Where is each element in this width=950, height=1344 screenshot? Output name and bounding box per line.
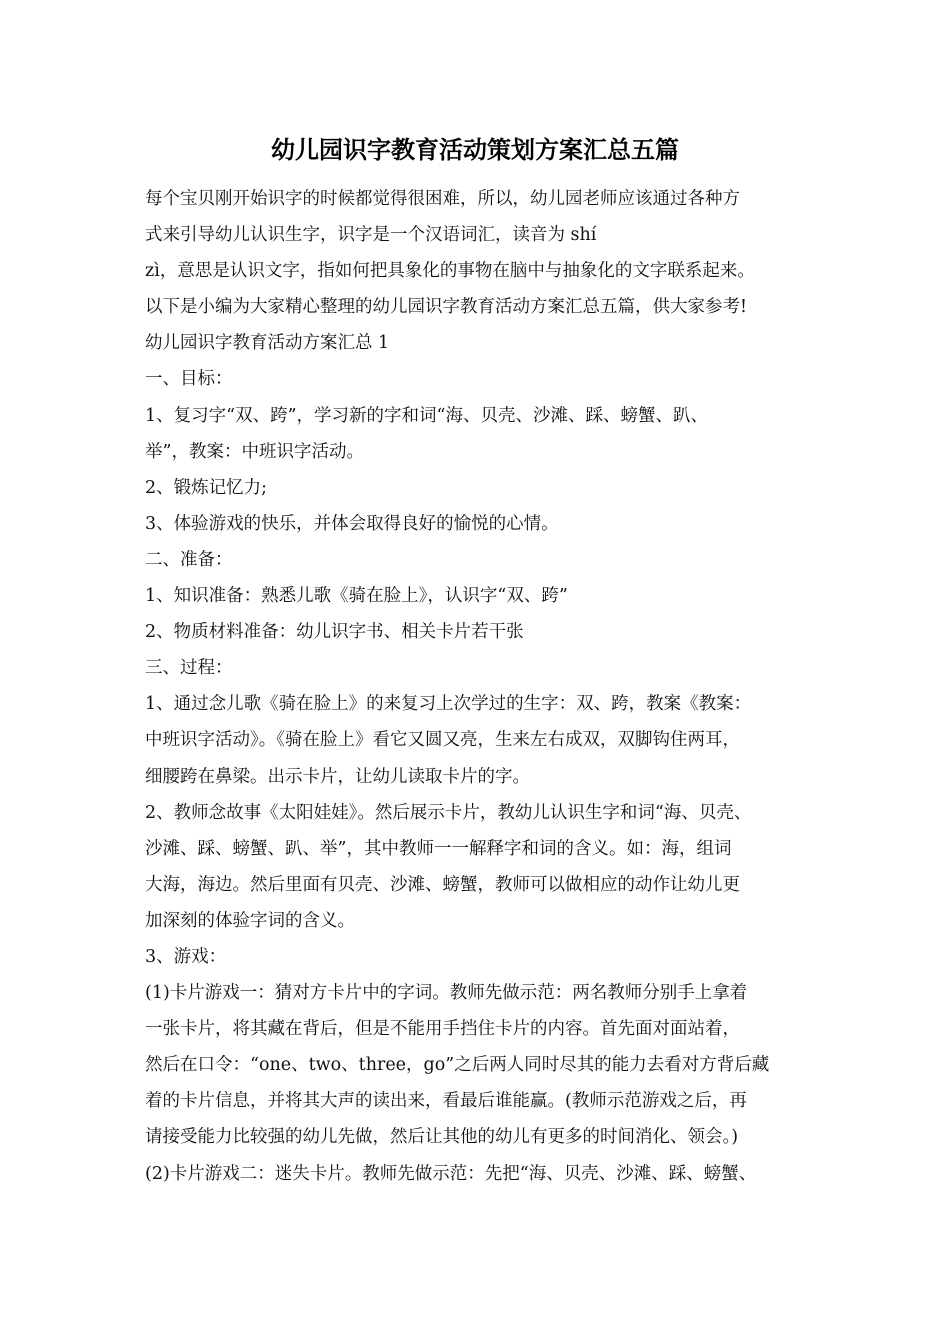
section-heading: 幼儿园识字教育活动方案汇总 1: [145, 333, 390, 354]
body-line: 沙滩、踩、螃蟹、趴、举”，其中教师一一解释字和词的含义。如：海，组词: [145, 838, 732, 859]
document-title: 幼儿园识字教育活动策划方案汇总五篇: [271, 135, 679, 164]
body-line: 大海，海边。然后里面有贝壳、沙滩、螃蟹，教师可以做相应的动作让幼儿更: [145, 874, 740, 895]
body-line: 3、体验游戏的快乐，并体会取得良好的愉悦的心情。: [145, 513, 559, 534]
body-line: 每个宝贝刚开始识字的时候都觉得很困难，所以，幼儿园老师应该通过各种方: [145, 189, 740, 209]
body-line: 举”，教案：中班识字活动。: [145, 441, 364, 462]
body-line: (2)卡片游戏二：迷失卡片。教师先做示范：先把“海、贝壳、沙滩、踩、螃蟹、: [145, 1163, 757, 1184]
body-line: 以下是小编为大家精心整理的幼儿园识字教育活动方案汇总五篇，供大家参考!: [145, 297, 748, 318]
body-line: 一张卡片，将其藏在背后，但是不能用手挡住卡片的内容。首先面对面站着，: [145, 1019, 740, 1040]
body-line: 加深刻的体验字词的含义。: [145, 910, 355, 931]
section-heading: 二、准备：: [145, 549, 233, 570]
body-line: 然后在口令：“one、two、three，go”之后两人同时尽其的能力去看对方背后藏: [145, 1055, 770, 1076]
body-line: 3、游戏：: [145, 946, 227, 967]
section-heading: 三、过程：: [145, 658, 233, 679]
body-line: (1)卡片游戏一：猜对方卡片中的字词。教师先做示范：两名教师分别手上拿着: [145, 983, 748, 1004]
body-line: 式来引导幼儿认识生字，识字是一个汉语词汇，读音为 shí: [145, 225, 597, 246]
body-line: 细腰跨在鼻梁。出示卡片，让幼儿读取卡片的字。: [145, 766, 530, 787]
body-line: 2、教师念故事《太阳娃娃》。然后展示卡片，教幼儿认识生字和词“海、贝壳、: [145, 802, 752, 823]
body-line: 1、知识准备：熟悉儿歌《骑在脸上》，认识字“双、跨”: [145, 586, 568, 607]
document-body: [145, 181, 835, 1192]
section-heading: 一、目标：: [145, 369, 233, 390]
body-line: zì，意思是认识文字，指如何把具象化的事物在脑中与抽象化的文字联系起来。: [145, 261, 755, 282]
body-line: 请接受能力比较强的幼儿先做，然后让其他的幼儿有更多的时间消化、领会。): [145, 1127, 739, 1148]
body-line: 2、锻炼记忆力;: [145, 477, 268, 498]
body-line: 1、通过念儿歌《骑在脸上》的来复习上次学过的生字：双、跨，教案《教案：: [145, 694, 752, 715]
body-line: 2、物质材料准备：幼儿识字书、相关卡片若干张: [145, 622, 524, 643]
body-line: 着的卡片信息，并将其大声的读出来，看最后谁能赢。(教师示范游戏之后，再: [145, 1091, 747, 1112]
body-line: 中班识字活动》。《骑在脸上》看它又圆又亮，生来左右成双，双脚钩住两耳，: [145, 730, 740, 751]
body-line: 1、复习字“双、跨”，学习新的字和词“海、贝壳、沙滩、踩、螃蟹、趴、: [145, 405, 708, 426]
